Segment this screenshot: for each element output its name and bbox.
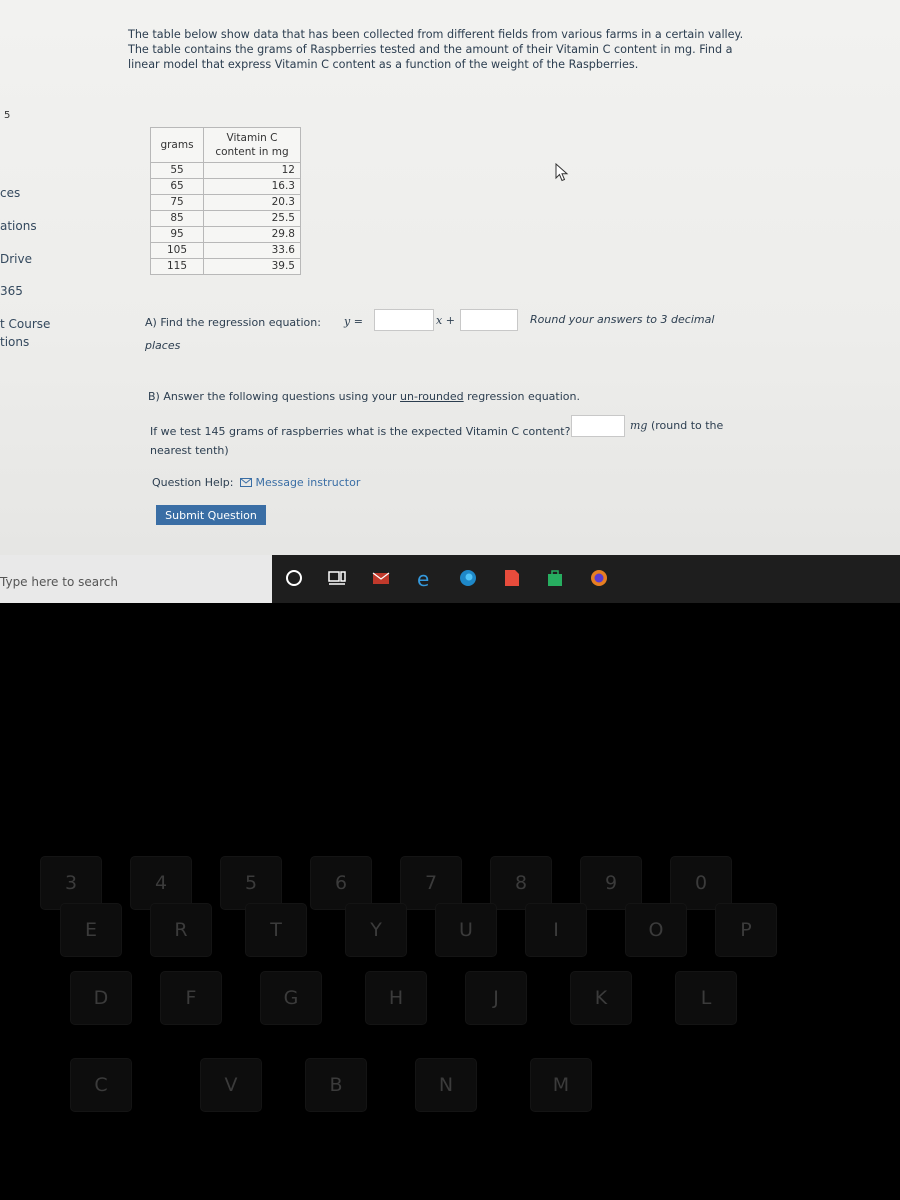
table-row <box>151 195 301 211</box>
key-3: 3 <box>40 856 102 910</box>
key-v: V <box>200 1058 262 1112</box>
table-row <box>151 211 301 227</box>
column-header-vitamin-c: Vitamin C content in mg <box>204 128 301 163</box>
column-header-grams: grams <box>151 128 204 163</box>
sidebar-item-drive[interactable]: Drive <box>0 252 32 266</box>
acrobat-icon[interactable] <box>500 567 522 589</box>
table-row <box>151 243 301 259</box>
problem-statement: The table below show data that has been collected from different fields from various farms in a certain valley. The table contains the grams of Raspberries tested and the amount of their Vitamin C content in mg. Find a linear model that express Vitamin C content as a function of the weight of the Raspberries. <box>128 28 744 71</box>
key-u: U <box>435 903 497 957</box>
key-h: H <box>365 971 427 1025</box>
key-9: 9 <box>580 856 642 910</box>
taskbar <box>0 555 900 603</box>
part-a-label: A) Find the regression equation: <box>145 316 321 329</box>
table-cell: 12 <box>204 163 301 179</box>
sidebar-item-services[interactable]: ces <box>0 186 21 200</box>
intercept-input[interactable] <box>460 309 518 331</box>
unit-suffix: (round to the <box>647 419 724 432</box>
key-t: T <box>245 903 307 957</box>
key-k: K <box>570 971 632 1025</box>
table-cell: 39.5 <box>204 259 301 275</box>
part-b-intro-underlined: un-rounded <box>400 390 464 403</box>
key-r: R <box>150 903 212 957</box>
rounding-instruction: nearest tenth) <box>150 444 229 457</box>
table-header-row <box>151 128 301 163</box>
table-cell: 55 <box>151 163 204 179</box>
key-i: I <box>525 903 587 957</box>
part-b-intro <box>148 390 580 403</box>
round-note-places: places <box>145 339 181 352</box>
key-n: N <box>415 1058 477 1112</box>
table-cell: 20.3 <box>204 195 301 211</box>
edge-icon[interactable] <box>457 567 479 589</box>
envelope-icon <box>240 478 252 487</box>
key-c: C <box>70 1058 132 1112</box>
table-cell: 115 <box>151 259 204 275</box>
key-g: G <box>260 971 322 1025</box>
key-p: P <box>715 903 777 957</box>
unit-label <box>630 419 723 432</box>
unit-mg: mg <box>630 419 648 432</box>
key-6: 6 <box>310 856 372 910</box>
stray-digit: 5 <box>4 110 11 121</box>
table-cell: 105 <box>151 243 204 259</box>
message-instructor-link[interactable]: Message instructor <box>255 476 361 489</box>
sidebar-item-course[interactable]: t Course <box>0 317 51 331</box>
key-5: 5 <box>220 856 282 910</box>
key-f: F <box>160 971 222 1025</box>
key-7: 7 <box>400 856 462 910</box>
submit-question-button[interactable]: Submit Question <box>156 505 266 525</box>
laptop-keyboard <box>0 603 900 1200</box>
svg-text:e: e <box>417 567 430 589</box>
taskbar-search-box[interactable] <box>0 555 272 603</box>
search-placeholder: Type here to search <box>0 575 118 589</box>
key-b: B <box>305 1058 367 1112</box>
table-cell: 95 <box>151 227 204 243</box>
table-cell: 33.6 <box>204 243 301 259</box>
key-o: O <box>625 903 687 957</box>
table-row <box>151 163 301 179</box>
table-cell: 75 <box>151 195 204 211</box>
key-y: Y <box>345 903 407 957</box>
table-cell: 85 <box>151 211 204 227</box>
key-e: E <box>60 903 122 957</box>
key-0: 0 <box>670 856 732 910</box>
task-view-icon[interactable] <box>326 567 348 589</box>
sidebar-item-questions[interactable]: tions <box>0 335 30 349</box>
table-cell: 25.5 <box>204 211 301 227</box>
table-cell: 16.3 <box>204 179 301 195</box>
table-cell: 29.8 <box>204 227 301 243</box>
part-b-intro-prefix: B) Answer the following questions using your <box>148 390 401 403</box>
key-j: J <box>465 971 527 1025</box>
question-help <box>152 476 360 489</box>
table-row <box>151 179 301 195</box>
part-b-question: If we test 145 grams of raspberries what is the expected Vitamin C content? <box>150 425 571 438</box>
y-equals-label: y = <box>344 315 363 328</box>
table-row <box>151 259 301 275</box>
internet-explorer-icon[interactable] <box>414 567 436 589</box>
part-b-intro-suffix: regression equation. <box>463 390 580 403</box>
key-4: 4 <box>130 856 192 910</box>
store-icon[interactable] <box>544 567 566 589</box>
key-8: 8 <box>490 856 552 910</box>
key-l: L <box>675 971 737 1025</box>
data-table <box>150 127 301 275</box>
sidebar-item-365[interactable]: 365 <box>0 284 23 298</box>
mail-icon[interactable] <box>370 567 392 589</box>
browser-screen <box>0 0 900 555</box>
mouse-cursor-icon <box>555 163 569 183</box>
firefox-icon[interactable] <box>588 567 610 589</box>
table-row <box>151 227 301 243</box>
sidebar-item-applications[interactable]: ations <box>0 219 37 233</box>
key-d: D <box>70 971 132 1025</box>
table-cell: 65 <box>151 179 204 195</box>
question-help-label: Question Help: <box>152 476 234 489</box>
cortana-icon[interactable] <box>283 567 305 589</box>
key-m: M <box>530 1058 592 1112</box>
vitamin-c-answer-input[interactable] <box>571 415 625 437</box>
round-note: Round your answers to 3 decimal <box>530 313 715 326</box>
x-plus-label: x + <box>436 314 455 327</box>
slope-input[interactable] <box>374 309 434 331</box>
